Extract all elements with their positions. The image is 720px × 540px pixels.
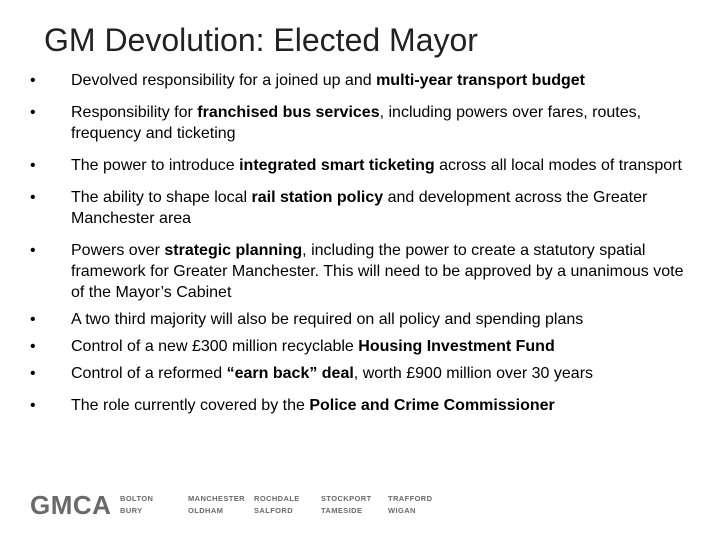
bullet-emphasis: Police and Crime Commissioner bbox=[309, 397, 555, 414]
region-label: BOLTON bbox=[120, 494, 154, 503]
region-label: MANCHESTER bbox=[188, 494, 245, 503]
region-label: ROCHDALE bbox=[254, 494, 300, 503]
bullet-text: Responsibility for bbox=[71, 104, 198, 121]
bullet-text: A two third majority will also be required on all policy and spending plans bbox=[71, 311, 584, 328]
bullet-text-tail: , including the power to create a statutory spatial framework for Greater Manchester. This will need to be approved by a unanimous vote of the Mayor’s Cabinet bbox=[71, 242, 684, 301]
region-label: STOCKPORT bbox=[321, 494, 372, 503]
bullet-text: The role currently covered by the bbox=[71, 397, 310, 414]
bullet-marker: • bbox=[30, 72, 36, 89]
region-label: SALFORD bbox=[254, 506, 294, 515]
bullet-marker: • bbox=[30, 104, 36, 121]
bullet-emphasis: strategic planning bbox=[164, 242, 303, 259]
bullet-marker: • bbox=[30, 311, 36, 328]
bullet-item bbox=[30, 155, 700, 176]
bullet-emphasis: Housing Investment Fund bbox=[358, 338, 555, 355]
bullet-marker: • bbox=[30, 242, 36, 259]
region-label: WIGAN bbox=[388, 506, 416, 515]
region-label: TAMESIDE bbox=[321, 506, 363, 515]
bullet-text: Control of a new £300 million recyclable bbox=[71, 338, 359, 355]
bullet-text: Control of a reformed bbox=[71, 365, 227, 382]
bullet-text: The ability to shape local bbox=[71, 189, 252, 206]
bullet-emphasis: “earn back” deal bbox=[226, 365, 354, 382]
bullet-emphasis: integrated smart ticketing bbox=[239, 157, 435, 174]
bullet-emphasis: franchised bus services bbox=[197, 104, 380, 121]
bullet-marker: • bbox=[30, 397, 36, 414]
bullet-text-tail: , worth £900 million over 30 years bbox=[353, 365, 594, 382]
bullet-item bbox=[30, 187, 700, 229]
bullet-item bbox=[30, 70, 700, 91]
bullet-item bbox=[30, 102, 700, 144]
bullet-emphasis: multi-year transport budget bbox=[376, 72, 585, 89]
bullet-text: Devolved responsibility for a joined up and bbox=[71, 72, 377, 89]
bullet-text-tail: , including powers over fares, routes, frequency and ticketing bbox=[71, 104, 642, 142]
bullet-item bbox=[30, 336, 700, 357]
bullet-text-tail: across all local modes of transport bbox=[434, 157, 682, 174]
bullet-marker: • bbox=[30, 338, 36, 355]
gmca-logo: GMCA bbox=[30, 490, 112, 520]
bullet-text: Powers over bbox=[71, 242, 165, 259]
slide-title: GM Devolution: Elected Mayor bbox=[44, 22, 478, 58]
bullet-text: The power to introduce bbox=[71, 157, 240, 174]
bullet-item bbox=[30, 309, 700, 330]
bullet-item bbox=[30, 395, 700, 416]
bullet-text-tail: and development across the Greater Manchester area bbox=[71, 189, 648, 227]
bullet-marker: • bbox=[30, 189, 36, 206]
bullet-item bbox=[30, 240, 700, 303]
region-label: BURY bbox=[120, 506, 143, 515]
bullet-emphasis: rail station policy bbox=[251, 189, 384, 206]
region-label: OLDHAM bbox=[188, 506, 224, 515]
region-label: TRAFFORD bbox=[388, 494, 433, 503]
bullet-list bbox=[30, 70, 700, 427]
bullet-marker: • bbox=[30, 157, 36, 174]
bullet-item bbox=[30, 363, 700, 384]
bullet-marker: • bbox=[30, 365, 36, 382]
